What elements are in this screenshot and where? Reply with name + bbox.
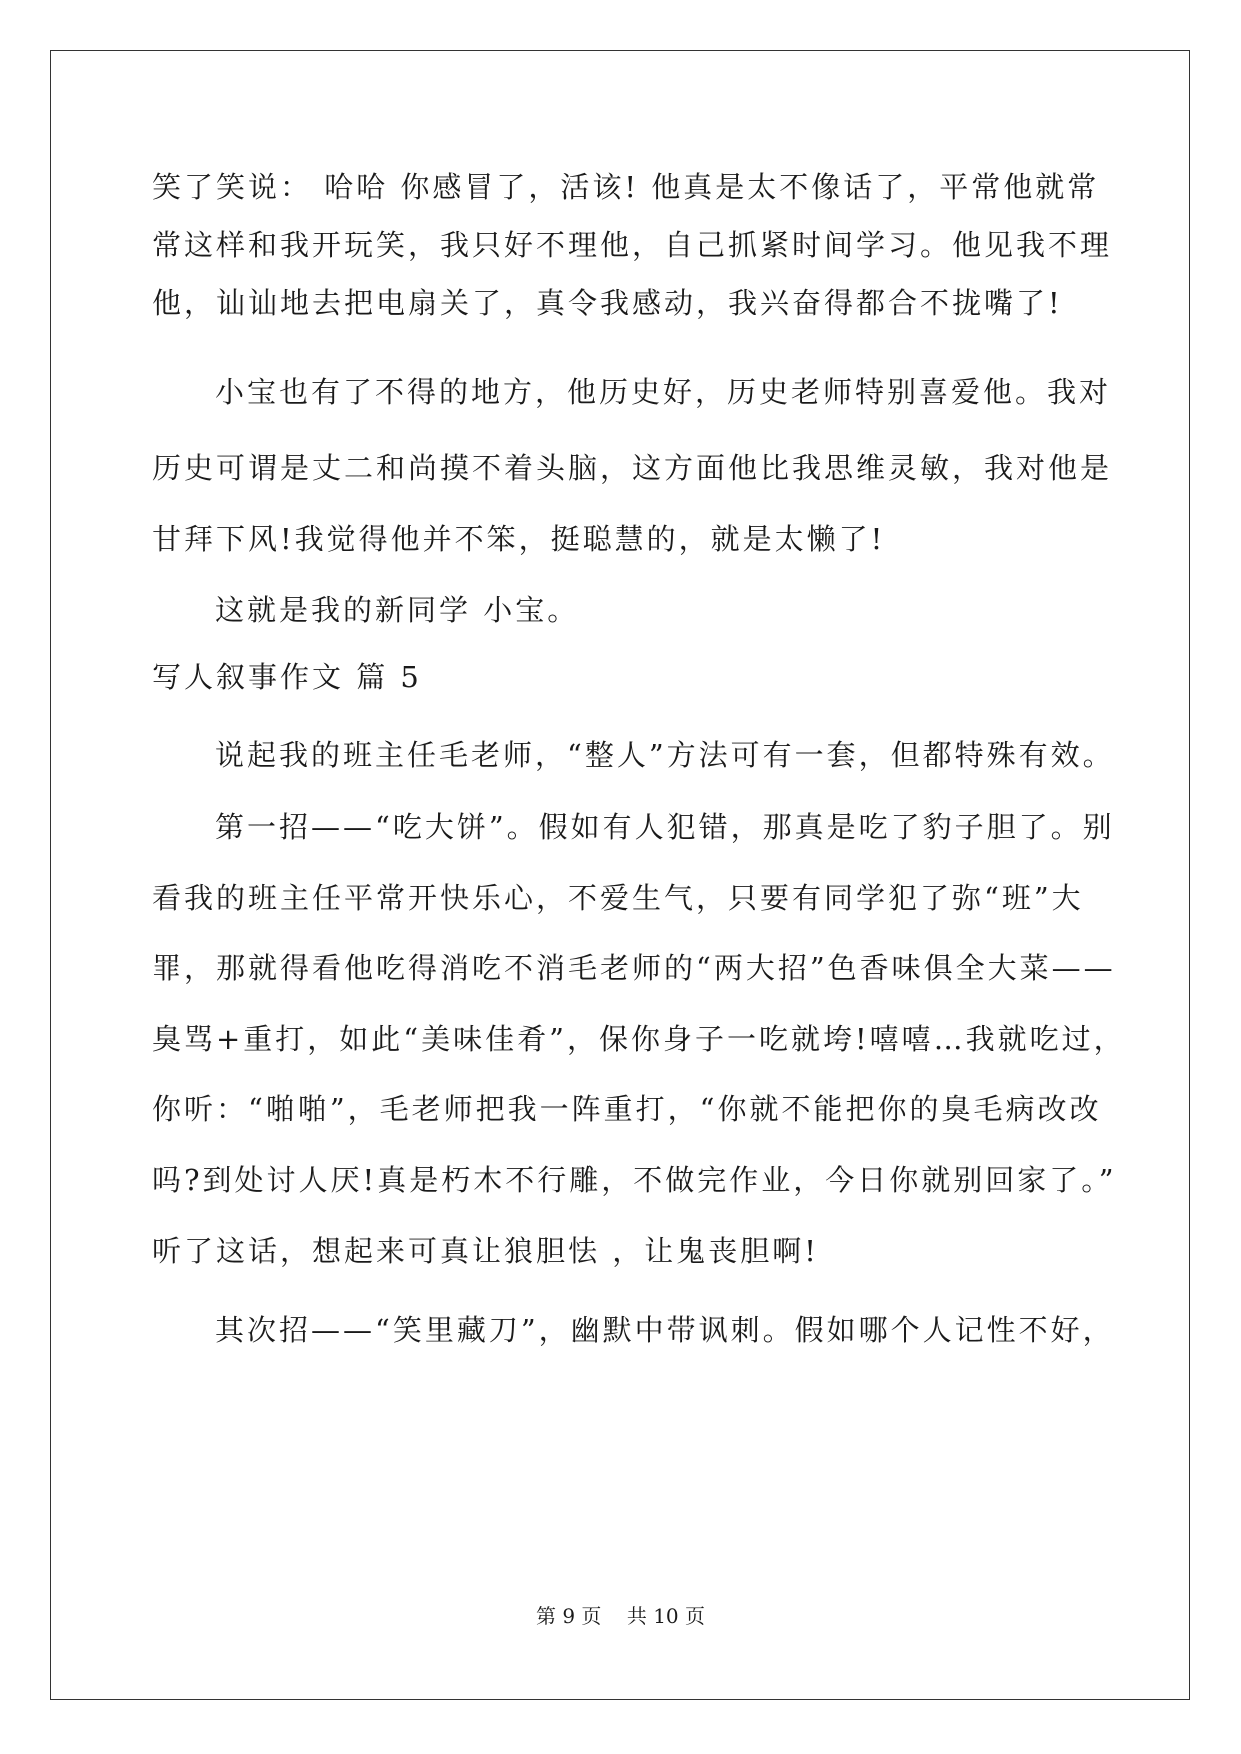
text-line: 看我的班主任平常开快乐心，不爱生气，只要有同学犯了弥“班”大	[152, 881, 1084, 915]
text-line: 小宝也有了不得的地方，他历史好，历史老师特别喜爱他。我对	[215, 375, 1112, 409]
page-number-footer: 第 9 页 共 10 页	[535, 1604, 706, 1628]
text-line: 第一招——“吃大饼”。假如有人犯错，那真是吃了豹子胆了。别	[215, 810, 1115, 844]
text-line: 他，讪讪地去把电扇关了，真令我感动，我兴奋得都合不拢嘴了!	[152, 286, 1063, 320]
text-line: 吗?到处讨人厌!真是朽木不行雕，不做完作业，今日你就别回家了。”	[152, 1163, 1117, 1197]
text-line: 常这样和我开玩笑，我只好不理他，自己抓紧时间学习。他见我不理	[152, 228, 1113, 262]
text-line: 听了这话，想起来可真让狼胆怯 ，让鬼丧胆啊!	[152, 1234, 819, 1268]
text-line: 其次招——“笑里藏刀”，幽默中带讽刺。假如哪个人记性不好，	[215, 1313, 1115, 1347]
text-line: 说起我的班主任毛老师，“整人”方法可有一套，但都特殊有效。	[215, 738, 1115, 772]
text-line: 你听：“啪啪”，毛老师把我一阵重打，“你就不能把你的臭毛病改改	[152, 1092, 1102, 1126]
text-line: 这就是我的新同学 小宝。	[215, 593, 580, 627]
section-heading: 写人叙事作文 篇 5	[152, 660, 422, 694]
text-line: 甘拜下风!我觉得他并不笨，挺聪慧的，就是太懒了!	[152, 522, 886, 556]
text-line: 罪，那就得看他吃得消吃不消毛老师的“两大招”色香味俱全大菜——	[152, 951, 1116, 985]
text-line: 笑了笑说： 哈哈 你感冒了，活该! 他真是太不像话了，平常他就常	[152, 170, 1100, 204]
text-line: 臭骂+重打，如此“美味佳肴”，保你身子一吃就垮!嘻嘻…我就吃过，	[152, 1022, 1126, 1056]
text-line: 历史可谓是丈二和尚摸不着头脑，这方面他比我思维灵敏，我对他是	[152, 451, 1113, 485]
